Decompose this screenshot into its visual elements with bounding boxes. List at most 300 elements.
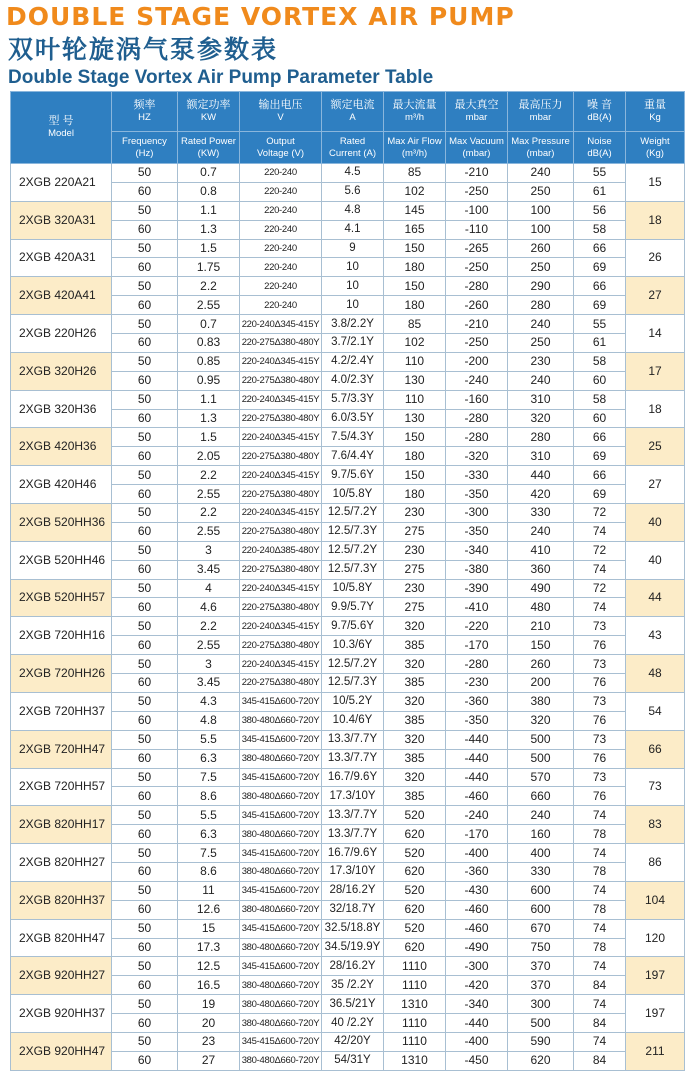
data-cell: 60 — [112, 296, 178, 315]
data-cell: 1.75 — [178, 258, 240, 277]
data-cell: 61 — [574, 182, 626, 201]
weight-cell: 27 — [626, 277, 685, 315]
weight-cell: 40 — [626, 504, 685, 542]
header-unit: KW — [200, 112, 217, 123]
data-cell: 7.5 — [178, 768, 240, 787]
data-cell: 345-415Δ600-720Y — [240, 844, 322, 863]
header-en: Max Air Flow — [387, 135, 442, 147]
data-cell: 60 — [112, 598, 178, 617]
data-cell: 220-240Δ345-415Y — [240, 315, 322, 334]
data-cell: 380-480Δ660-720Y — [240, 938, 322, 957]
data-cell: -100 — [446, 201, 508, 220]
header-en-unit: (m³/h) — [401, 147, 428, 159]
data-cell: 480 — [508, 598, 574, 617]
data-cell: 17.3/10Y — [322, 862, 384, 881]
weight-cell: 48 — [626, 655, 685, 693]
data-cell: 4.2/2.4Y — [322, 352, 384, 371]
table-row — [11, 371, 685, 390]
data-cell: 2.55 — [178, 485, 240, 504]
data-cell: -280 — [446, 428, 508, 447]
data-cell: 220-240 — [240, 220, 322, 239]
data-cell: 150 — [384, 428, 446, 447]
data-cell: 50 — [112, 957, 178, 976]
data-cell: 72 — [574, 541, 626, 560]
data-cell: 74 — [574, 995, 626, 1014]
data-cell: 380-480Δ660-720Y — [240, 862, 322, 881]
data-cell: 58 — [574, 352, 626, 371]
data-cell: 78 — [574, 938, 626, 957]
data-cell: 0.7 — [178, 164, 240, 183]
data-cell: 600 — [508, 881, 574, 900]
data-cell: 60 — [112, 220, 178, 239]
data-cell: 78 — [574, 900, 626, 919]
data-cell: 66 — [574, 466, 626, 485]
data-cell: 2.55 — [178, 522, 240, 541]
data-cell: 0.83 — [178, 334, 240, 353]
header-cell — [240, 92, 322, 132]
data-cell: 7.5 — [178, 844, 240, 863]
table-header — [11, 92, 685, 164]
data-cell: 50 — [112, 315, 178, 334]
data-cell: 60 — [112, 787, 178, 806]
data-cell: 50 — [112, 239, 178, 258]
data-cell: 50 — [112, 579, 178, 598]
data-cell: 260 — [508, 655, 574, 674]
weight-cell: 17 — [626, 352, 685, 390]
data-cell: 10 — [322, 296, 384, 315]
data-cell: 5.5 — [178, 730, 240, 749]
data-cell: 1.1 — [178, 390, 240, 409]
table-row — [11, 881, 685, 900]
header-cn: 最高压力 — [518, 99, 563, 111]
header-unit: HZ — [138, 112, 151, 123]
data-cell: 110 — [384, 390, 446, 409]
data-cell: -490 — [446, 938, 508, 957]
model-cell: 2XGB 420H36 — [11, 428, 112, 466]
data-cell: 16.7/9.6Y — [322, 844, 384, 863]
data-cell: 20 — [178, 1014, 240, 1033]
data-cell: 4.8 — [322, 201, 384, 220]
data-cell: -240 — [446, 371, 508, 390]
data-cell: 84 — [574, 1051, 626, 1070]
model-cell: 2XGB 520HH46 — [11, 541, 112, 579]
data-cell: 1.5 — [178, 239, 240, 258]
data-cell: 320 — [384, 655, 446, 674]
data-cell: 250 — [508, 334, 574, 353]
data-cell: 13.3/7.7Y — [322, 825, 384, 844]
data-cell: 360 — [508, 560, 574, 579]
data-cell: 4.8 — [178, 711, 240, 730]
data-cell: 60 — [112, 409, 178, 428]
data-cell: 28/16.2Y — [322, 957, 384, 976]
weight-cell: 27 — [626, 466, 685, 504]
data-cell: 220-240Δ345-415Y — [240, 352, 322, 371]
data-cell: 500 — [508, 749, 574, 768]
data-cell: 12.5/7.3Y — [322, 560, 384, 579]
data-cell: 3.8/2.2Y — [322, 315, 384, 334]
data-cell: 50 — [112, 768, 178, 787]
data-cell: 320 — [384, 768, 446, 787]
weight-cell: 26 — [626, 239, 685, 277]
data-cell: 54/31Y — [322, 1051, 384, 1070]
data-cell: 50 — [112, 655, 178, 674]
data-cell: 102 — [384, 334, 446, 353]
data-cell: 60 — [112, 900, 178, 919]
data-cell: -265 — [446, 239, 508, 258]
data-cell: 275 — [384, 560, 446, 579]
model-cell: 2XGB 520HH57 — [11, 579, 112, 617]
model-cell: 2XGB 220H26 — [11, 315, 112, 353]
data-cell: 76 — [574, 787, 626, 806]
data-cell: 34.5/19.9Y — [322, 938, 384, 957]
data-cell: 72 — [574, 579, 626, 598]
data-cell: 66 — [574, 239, 626, 258]
table-row — [11, 787, 685, 806]
data-cell: 60 — [112, 560, 178, 579]
data-cell: 240 — [508, 371, 574, 390]
data-cell: 310 — [508, 390, 574, 409]
data-cell: 0.8 — [178, 182, 240, 201]
data-cell: 17.3 — [178, 938, 240, 957]
model-cell: 2XGB 320H36 — [11, 390, 112, 428]
data-cell: 69 — [574, 258, 626, 277]
data-cell: 250 — [508, 182, 574, 201]
table-row — [11, 711, 685, 730]
data-cell: 10 — [322, 258, 384, 277]
data-cell: 50 — [112, 730, 178, 749]
data-cell: 440 — [508, 466, 574, 485]
data-cell: 500 — [508, 1014, 574, 1033]
data-cell: 7.6/4.4Y — [322, 447, 384, 466]
data-cell: 370 — [508, 976, 574, 995]
data-cell: 4 — [178, 579, 240, 598]
data-cell: 60 — [574, 371, 626, 390]
data-cell: 2.2 — [178, 504, 240, 523]
table-row — [11, 485, 685, 504]
data-cell: 60 — [112, 522, 178, 541]
table-row — [11, 598, 685, 617]
data-cell: 380-480Δ660-720Y — [240, 976, 322, 995]
header-cell — [178, 92, 240, 132]
data-cell: 4.0/2.3Y — [322, 371, 384, 390]
data-cell: -430 — [446, 881, 508, 900]
title-chinese: 双叶轮旋涡气泵参数表 — [8, 35, 279, 64]
header-unit: mbar — [465, 112, 488, 123]
data-cell: 40 /2.2Y — [322, 1014, 384, 1033]
data-cell: 150 — [384, 466, 446, 485]
data-cell: 12.5 — [178, 957, 240, 976]
header-en: Rated — [339, 135, 366, 147]
data-cell: 130 — [384, 409, 446, 428]
data-cell: 12.5/7.3Y — [322, 674, 384, 693]
data-cell: 600 — [508, 900, 574, 919]
data-cell: 5.6 — [322, 182, 384, 201]
data-cell: 10.4/6Y — [322, 711, 384, 730]
model-cell: 2XGB 720HH26 — [11, 655, 112, 693]
data-cell: 620 — [384, 825, 446, 844]
data-cell: 380-480Δ660-720Y — [240, 900, 322, 919]
data-cell: -380 — [446, 560, 508, 579]
data-cell: 60 — [112, 711, 178, 730]
data-cell: -170 — [446, 825, 508, 844]
data-cell: 145 — [384, 201, 446, 220]
data-cell: 345-415Δ600-720Y — [240, 768, 322, 787]
header-cell — [574, 92, 626, 132]
data-cell: 32.5/18.8Y — [322, 919, 384, 938]
data-cell: 1110 — [384, 957, 446, 976]
data-cell: 60 — [112, 485, 178, 504]
data-cell: 73 — [574, 730, 626, 749]
data-cell: 1.1 — [178, 201, 240, 220]
weight-cell: 14 — [626, 315, 685, 353]
table-row — [11, 201, 685, 220]
model-cell: 2XGB 920HH37 — [11, 995, 112, 1033]
data-cell: 385 — [384, 711, 446, 730]
data-cell: -440 — [446, 749, 508, 768]
data-cell: 74 — [574, 522, 626, 541]
table-subtitle: Double Stage Vortex Air Pump Parameter Table — [8, 67, 434, 88]
data-cell: 220-275Δ380-480Y — [240, 485, 322, 504]
data-cell: 380-480Δ660-720Y — [240, 1051, 322, 1070]
data-cell: 220-240 — [240, 201, 322, 220]
data-cell: -200 — [446, 352, 508, 371]
header-cell — [11, 92, 112, 164]
data-cell: 50 — [112, 466, 178, 485]
data-cell: 0.7 — [178, 315, 240, 334]
data-cell: 345-415Δ600-720Y — [240, 1032, 322, 1051]
data-cell: 345-415Δ600-720Y — [240, 806, 322, 825]
data-cell: 220-240 — [240, 182, 322, 201]
weight-cell: 54 — [626, 692, 685, 730]
data-cell: 220-240Δ345-415Y — [240, 655, 322, 674]
model-cell: 2XGB 320A31 — [11, 201, 112, 239]
data-cell: -360 — [446, 692, 508, 711]
header-unit: V — [277, 112, 284, 123]
data-cell: 23 — [178, 1032, 240, 1051]
data-cell: 72 — [574, 504, 626, 523]
table-row — [11, 164, 685, 183]
table-row — [11, 239, 685, 258]
data-cell: 74 — [574, 919, 626, 938]
data-cell: 9 — [322, 239, 384, 258]
data-cell: 300 — [508, 995, 574, 1014]
table-row — [11, 976, 685, 995]
data-cell: 1.3 — [178, 220, 240, 239]
header-cell-en — [178, 132, 240, 164]
data-cell: 17.3/10Y — [322, 787, 384, 806]
data-cell: -250 — [446, 258, 508, 277]
data-cell: 180 — [384, 485, 446, 504]
data-cell: 50 — [112, 1032, 178, 1051]
table-row — [11, 617, 685, 636]
data-cell: -410 — [446, 598, 508, 617]
header-en-unit: (mbar) — [526, 147, 555, 159]
data-cell: 220-275Δ380-480Y — [240, 371, 322, 390]
header-unit: Kg — [649, 112, 661, 123]
data-cell: 345-415Δ600-720Y — [240, 730, 322, 749]
data-cell: 60 — [112, 636, 178, 655]
data-cell: 16.5 — [178, 976, 240, 995]
weight-cell: 73 — [626, 768, 685, 806]
weight-cell: 18 — [626, 390, 685, 428]
data-cell: 240 — [508, 315, 574, 334]
data-cell: 50 — [112, 541, 178, 560]
data-cell: 230 — [384, 504, 446, 523]
data-cell: 380-480Δ660-720Y — [240, 825, 322, 844]
table-row — [11, 1014, 685, 1033]
data-cell: 50 — [112, 692, 178, 711]
data-cell: 320 — [384, 617, 446, 636]
data-cell: 275 — [384, 598, 446, 617]
data-cell: 220-240 — [240, 258, 322, 277]
model-cell: 2XGB 420A41 — [11, 277, 112, 315]
weight-cell: 83 — [626, 806, 685, 844]
table-row — [11, 315, 685, 334]
weight-cell: 197 — [626, 995, 685, 1033]
model-cell: 2XGB 820HH47 — [11, 919, 112, 957]
header-cn: 输出电压 — [258, 99, 303, 111]
data-cell: 56 — [574, 201, 626, 220]
data-cell: 620 — [508, 1051, 574, 1070]
data-cell: 6.3 — [178, 825, 240, 844]
data-cell: 220-240Δ345-415Y — [240, 390, 322, 409]
parameter-table — [10, 91, 685, 1071]
data-cell: 74 — [574, 881, 626, 900]
model-cell: 2XGB 320H26 — [11, 352, 112, 390]
data-cell: 220-275Δ380-480Y — [240, 560, 322, 579]
data-cell: 60 — [112, 258, 178, 277]
header-cn: 重量 — [644, 99, 666, 111]
table-row — [11, 674, 685, 693]
data-cell: 1310 — [384, 995, 446, 1014]
data-cell: 12.5/7.2Y — [322, 655, 384, 674]
data-cell: 330 — [508, 862, 574, 881]
data-cell: 345-415Δ600-720Y — [240, 881, 322, 900]
data-cell: 410 — [508, 541, 574, 560]
table-row — [11, 655, 685, 674]
data-cell: 6.0/3.5Y — [322, 409, 384, 428]
data-cell: 35 /2.2Y — [322, 976, 384, 995]
data-cell: 230 — [384, 579, 446, 598]
data-cell: 10/5.8Y — [322, 485, 384, 504]
data-cell: 590 — [508, 1032, 574, 1051]
table-row — [11, 428, 685, 447]
header-cn: 最大流量 — [392, 99, 437, 111]
table-row — [11, 636, 685, 655]
data-cell: -440 — [446, 1014, 508, 1033]
table-row — [11, 844, 685, 863]
data-cell: 60 — [112, 976, 178, 995]
data-cell: 60 — [112, 182, 178, 201]
data-cell: 13.3/7.7Y — [322, 806, 384, 825]
data-cell: 670 — [508, 919, 574, 938]
data-cell: -330 — [446, 466, 508, 485]
table-row — [11, 692, 685, 711]
data-cell: 240 — [508, 164, 574, 183]
data-cell: 78 — [574, 862, 626, 881]
data-cell: -360 — [446, 862, 508, 881]
weight-cell: 120 — [626, 919, 685, 957]
data-cell: 15 — [178, 919, 240, 938]
data-cell: 74 — [574, 560, 626, 579]
weight-cell: 15 — [626, 164, 685, 202]
data-cell: 74 — [574, 598, 626, 617]
data-cell: 250 — [508, 258, 574, 277]
data-cell: 0.95 — [178, 371, 240, 390]
data-cell: 60 — [112, 371, 178, 390]
data-cell: 385 — [384, 787, 446, 806]
header-cn: 额定功率 — [186, 99, 231, 111]
data-cell: 60 — [112, 825, 178, 844]
data-cell: 84 — [574, 1014, 626, 1033]
data-cell: 260 — [508, 239, 574, 258]
table-row — [11, 466, 685, 485]
model-cell: 2XGB 820HH17 — [11, 806, 112, 844]
data-cell: 0.85 — [178, 352, 240, 371]
data-cell: -340 — [446, 995, 508, 1014]
header-unit: m³/h — [405, 112, 424, 123]
data-cell: 4.3 — [178, 692, 240, 711]
data-cell: 69 — [574, 447, 626, 466]
data-cell: 74 — [574, 1032, 626, 1051]
data-cell: 180 — [384, 258, 446, 277]
header-cell-en — [384, 132, 446, 164]
data-cell: 4.1 — [322, 220, 384, 239]
header-en-unit: (Hz) — [135, 147, 154, 159]
data-cell: -160 — [446, 390, 508, 409]
data-cell: -400 — [446, 1032, 508, 1051]
data-cell: -300 — [446, 957, 508, 976]
data-cell: 3 — [178, 655, 240, 674]
table-row — [11, 957, 685, 976]
model-cell: 2XGB 420A31 — [11, 239, 112, 277]
data-cell: 1.5 — [178, 428, 240, 447]
weight-cell: 211 — [626, 1032, 685, 1070]
data-cell: -400 — [446, 844, 508, 863]
data-cell: -170 — [446, 636, 508, 655]
data-cell: 74 — [574, 806, 626, 825]
data-cell: 520 — [384, 844, 446, 863]
data-cell: 60 — [112, 334, 178, 353]
table-row — [11, 409, 685, 428]
data-cell: 42/20Y — [322, 1032, 384, 1051]
table-row — [11, 258, 685, 277]
header-cell — [112, 92, 178, 132]
data-cell: 12.5/7.3Y — [322, 522, 384, 541]
data-cell: 1110 — [384, 1014, 446, 1033]
table-row — [11, 1051, 685, 1070]
data-cell: 76 — [574, 636, 626, 655]
table-row — [11, 522, 685, 541]
data-cell: 73 — [574, 617, 626, 636]
data-cell: 50 — [112, 390, 178, 409]
data-cell: 220-240Δ345-415Y — [240, 428, 322, 447]
table-row — [11, 560, 685, 579]
model-cell: 2XGB 720HH57 — [11, 768, 112, 806]
data-cell: 230 — [384, 541, 446, 560]
data-cell: -460 — [446, 919, 508, 938]
data-cell: 380-480Δ660-720Y — [240, 787, 322, 806]
data-cell: 220-240Δ345-415Y — [240, 466, 322, 485]
data-cell: 220-240Δ385-480Y — [240, 541, 322, 560]
data-cell: -450 — [446, 1051, 508, 1070]
data-cell: 280 — [508, 296, 574, 315]
weight-cell: 18 — [626, 201, 685, 239]
header-en: Output — [266, 135, 295, 147]
table-row — [11, 730, 685, 749]
header-cn: 最大真空 — [454, 99, 499, 111]
data-cell: 13.3/7.7Y — [322, 730, 384, 749]
